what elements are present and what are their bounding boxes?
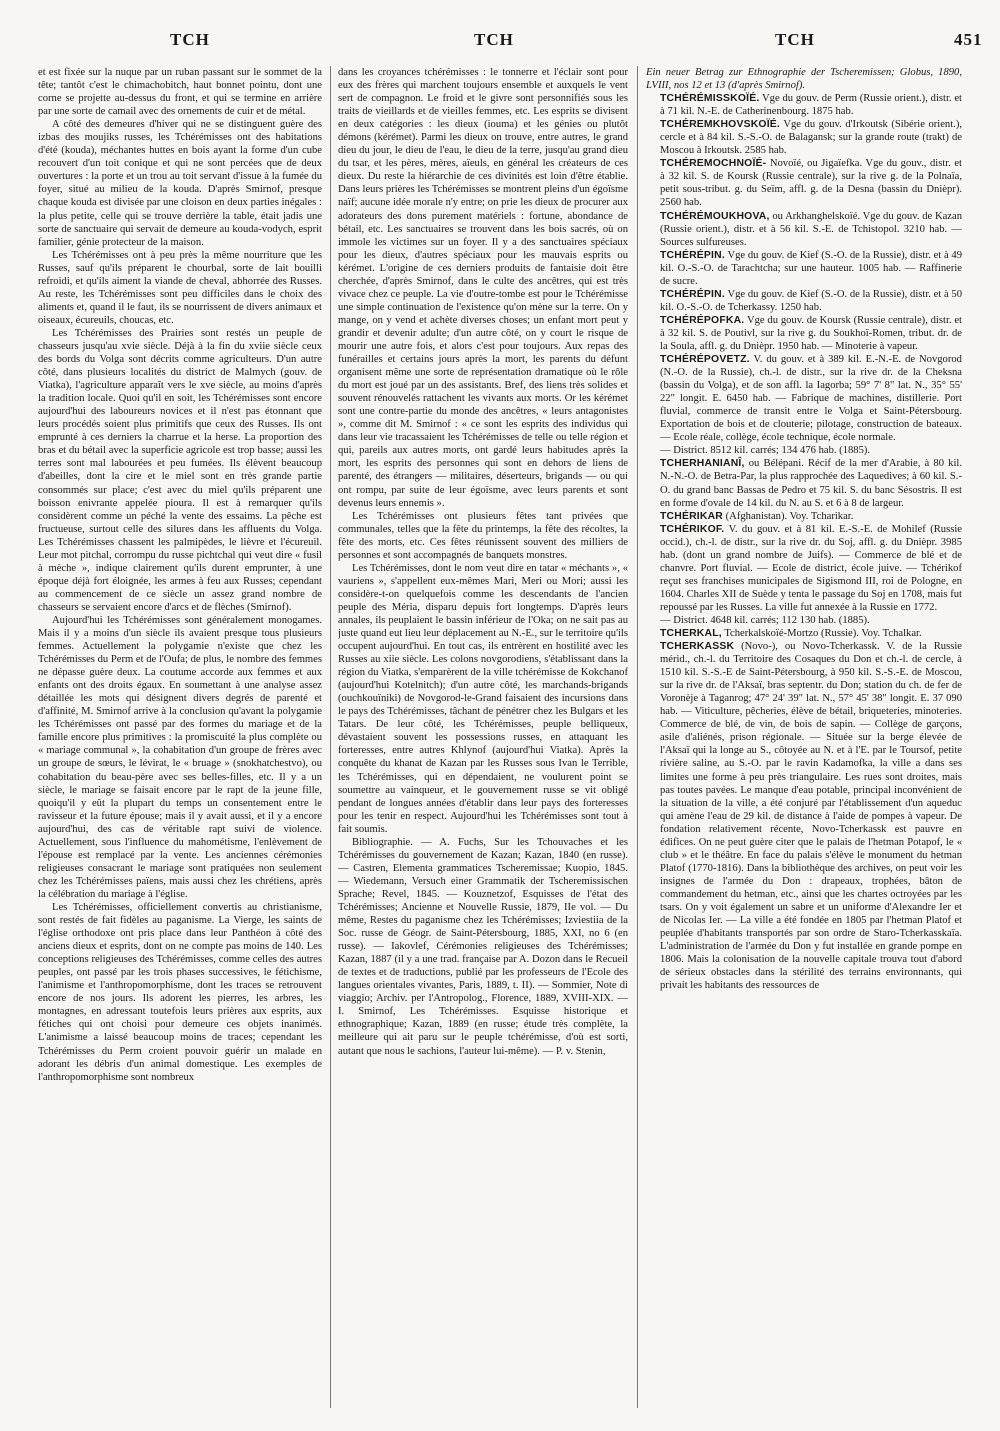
running-head-right: TCH [775,30,815,49]
entry-subsection [646,444,962,457]
dictionary-entry [646,523,962,614]
column-left [38,66,322,1408]
entry-text: (Novo-), ou Novo-Tcherkassk. V. de la Russie mérid., ch.-l. du Territoire des Cosaques du Don et ch.-l. de cercle, à 1510 kil. S.-S.-E de Saint-Pétersbourg, à 950 kil. S.-S.-E. de Moscou, sur la rive dr. de l'Aksaï, bras septentr. du Don; station du ch. de fer de Voronèje à Taganrog; 47° 24' 39" lat. N., 57° 45' 38" longit. E. 37 090 hab. — Viticulture, pêcheries, élève de bétail, briqueteries, minoteries. Commerce de blé, de vin, de bois de sapin. — Collège de garçons, asile d'aliénés, prison régionale. — Située sur la berge élevée de l'Aksaï qui la longe au S., côtoyée au N. et à l'E. par le Toursof, petite rivière saline, au S.-O. par le ravin Kadamofka, la ville a dans ses limites une forme à peu près triangulaire. Les rues sont droites, mais pas toutes pavées. Le manque d'eau potable, principal inconvénient de la situation de la ville, a été conjuré par l'établissement d'un aqueduc qui amène l'eau de 29 kil. de distance à l'aide de pompes à vapeur. De fondation relativement récente, Novo-Tcherkassk est pauvre en édifices. On ne peut guère citer que le palais de l'hetman Potapof, le « club » et le théâtre. En face du palais s'élève le monument du hetman Platof (1770-1816). Dans la bibliothèque des archives, on peut voir les insignes de l'armée du Don : drapeaux, trophées, bâton de commandement du hetman, etc., ainsi que les chartes octroyées par les tsars. On y voit également un sabre et un uniforme d'Alexandre Ier et de Nicolas Ier. — La ville a été fondée en 1805 par l'hetman Platof et peuplée d'habitants transportés par son ordre de Staro-Tcherkasskaïa. L'administration de l'armée du Don y fut installée en grande pompe en 1806. Mais la colonisation de la nouvelle capitale trouva tout d'abord de sérieux obstacles dans la stérilité des terrains environnants, qui privait les habitants des ressources de [660,641,962,992]
column-divider [637,66,638,1408]
paragraph: Les Tchérémisses, dont le nom veut dire en tatar « méchants », « vauriens », s'appellent eux-mêmes Mari, Meri ou Mori; aussi les considère-t-on quelquefois comme les descendants de l'ancien peuple des Méria, disparu depuis fort longtemps. D'après leurs annales, ils peuplaient le bassin inférieur de l'Oka; on ne sait pas au juste quand eut lieu leur déplacement au N.-E., sur le territoire qu'ils occupent aujourd'hui. En tout cas, ils entrèrent en hostilité avec les Russes au xiie siècle. Les colons novgorodiens, s'établissant dans la région du Viatka, s'emparèrent de la ville tchérémisse de Kokchanof (aujourd'hui Kotelnitch); d'un autre côté, les marchands-brigands (ouchkouïniki) de Novgorod-le-Grand faisaient des incursions dans le pays des Tchérémisses, tâchant de pénétrer chez les Bulgars et les Tatars. De leur côté, les Tchérémisses, peuple belliqueux, dévastaient souvent les possessions russes, en attaquant les forteresses, entre autres Khlynof (aujourd'hui Viatka). Après la conquête du khanat de Kazan par les Russes sous Ivan le Terrible, les Tchérémisses, qui en dépendaient, ne voulurent point se soumettre au vainqueur, et le gouvernement russe se vit obligé pendant de longues années d'établir dans leur pays des forteresses pour les tenir en respect. Aujourd'hui les Tchérémisses sont tout à fait soumis. [338,562,628,835]
paragraph: Aujourd'hui les Tchérémisses sont généralement monogames. Mais il y a moins d'un siècle ils avaient presque tous plusieurs femmes. Actuellement la polygamie n'existe que chez les Tchérémisses du Perm et de l'Oufa; de plus, le nombre des femmes ne dépasse guère deux. La coutume accorde aux femmes et aux enfants ont des droits égaux. En soumettant à une analyse assez détaillée les mots qui désignent divers degrés de parenté et d'affinité, M. Smirnof arrive à la conclusion qu'avant la polygamie les Tchérémisses ont passé par des formes du mariage et de la famille encore plus primitives : la promiscuité la plus complète ou « mariage communal », la cohabitation d'un groupe de frères avec un groupe de sœurs, le lévirat, le « bruage » (snokhatchestvo), ou cohabitation du beau-père avec ses belles-filles, etc. Il y a un siècle, le mariage se faisait encore par le rapt de la jeune fille, quoiqu'il y eût la plupart du temps un consentement entre le ravisseur et la future épouse; mais il y avait aussi, et il y a encore aujourd'hui, des cas de véritable rapt suivi de violence. Actuellement, sous l'influence du mahométisme, l'enlèvement de l'épouse est remplacé par la vente. Les anciennes cérémonies religieuses consacrant le mariage sont pratiquées non seulement chez les Tchérémisses païens, mais aussi chez les chrétiens, après la célébration du mariage à l'église. [38,614,322,900]
entry-text: (Afghanistan). Voy. Tcharikar. [725,510,854,522]
dictionary-entry [646,288,962,314]
column-right [646,66,962,1408]
entry-headword: TCHÉRIKAR [660,510,723,522]
dictionary-entry [646,510,962,523]
paragraph: Les Tchérémisses, officiellement convertis au christianisme, sont restés de fait fidèles au paganisme. La Vierge, les saints de l'église orthodoxe ont pris place dans leur Panthéon à côté des anciens dieux et esprits, dont on ne compte pas moins de 140. Les conceptions religieuses des Tchérémisses, comme celles des autres peuples, ont passé par les trois phases successives, le fétichisme, l'animisme et l'anthropomorphisme, dont les traces se retrouvent encore de nos jours. Ils adorent les pierres, les arbres, les montagnes, en adressant toutefois leurs prières aux esprits, aux fétiches qui ont choisi pour demeure ces objets inanimés. L'animisme a laissé beaucoup moins de traces; cependant les Tchérémisses du Perm croient pouvoir guérir un malade en adorant les débris d'un animal domestique. Les exemples de l'anthropomorphisme sont nombreux [38,902,322,1083]
dictionary-entry [646,210,962,249]
paragraph: et est fixée sur la nuque par un ruban passant sur le sommet de la tête; tantôt c'est le chimachobitch, haut bonnet pointu, dont une corne se projette au-dessus du front, et qui se termine en arrière par une sorte de camail avec des ornements de cuir et de métal. [38,67,322,118]
paragraph: Les Tchérémisses ont à peu près la même nourriture que les Russes, sauf qu'ils préparent le chourbal, sorte de lait bouilli refroidi, et qu'ils aiment la viande de cheval, abhorrée des Russes. Au reste, les Tchérémisses sont peu difficiles dans le choix des aliments et, quand il le faut, ils se nourrissent de divers animaux et oiseaux, écureuils, choucas, etc. [38,249,322,326]
entry-text: — District. 8512 kil. carrés; 134 476 hab. (1885). [660,445,871,457]
column-divider [330,66,331,1408]
bibliography-continuation: Ein neuer Betrag zur Ethnographie der Tscheremissen; Globus, 1890, LVIII, nos 12 et 13 (d'après Smirnof). [646,67,962,92]
entry-subsection [646,614,962,627]
entry-headword: TCHÉRIKOF. [660,523,725,535]
entry-text: Vge du gouv. de Kief (S.-O. de la Russie), distr. et à 49 kil. O.-S.-O. de Tarachtcha; sur une hauteur. 1005 hab. — Raffinerie de sucre. [660,249,962,287]
entry-text: Novoïé, ou Jigaïefka. Vge du gouv., distr. et à 32 kil. S. de Koursk (Russie centrale), sur la rive g. de la Polnaïa, petit sous-tribut. g. du Seïm, affl. g. de la Desna (bassin du Dnièpr). 2560 hab. [660,158,962,209]
paragraph: Les Tchérémisses ont plusieurs fêtes tant privées que communales, telles que la fête du printemps, la fête des récoltes, la fête des morts, etc. Ces fêtes réunissent souvent des milliers de personnes et sont accompagnés de banquets monstres. [338,510,628,561]
entry-headword: TCHERKAL, [660,628,722,640]
paragraph: Bibliographie. — A. Fuchs, Sur les Tchouvaches et les Tchérémisses du gouvernement de Kazan; Kazan, 1840 (en russe). — Castren, Elementa grammatices Tscheremissae; Kuopio, 1845. — Wiedemann, Versuch einer Grammatik der Tscheremissischen Sprache; Revel, 1845. — Kouznetzof, Esquisses de l'état des Tchérémisses; Ancienne et Nouvelle Russie, 1879, IIe vol. — Du même, Restes du paganisme chez les Tchérémisses; Izviestiia de la Soc. russe de Géogr. de Saint-Pétersbourg, 1885, XXI, no 6 (en russe). — Iakovlef, Cérémonies religieuses des Tchérémisses; Kazan, 1887 (il y a une trad. française par A. Dozon dans le Recueil de textes et de traductions, publié par les professeurs de l'Ecole des langues orientales vivantes, Paris, 1889, t. II). — Sommier, Note di viaggio; Archiv. per l'Antropolog., Florence, 1889, XVIII-XIX. — I. Smirnof, Les Tchérémisses. Esquisse historique et ethnographique; Kazan, 1889 (en russe; étude très complète, la meilleure qui ait paru sur le peuple tchérémisse, d'où est sorti, autant que nous le sachions, l'auteur lui-même). — P. v. Stenin, [338,836,628,1057]
column-middle [338,66,628,1408]
entry-headword: TCHÉRÉMISSKOÏÉ. [660,93,760,105]
entry-text: V. du gouv. et à 81 kil. E.-S.-E. de Mohilef (Russie occid.), ch.-l. de distr., sur la rive dr. du Soj, affl. g. du Dnièpr. 3985 hab. (dont un grand nombre de Juifs). — Commerce de blé et de chanvre. Port fluvial. — Ecole de district, école juive. — Tchérikof reçut ses franchises municipales de Sigismond III, roi de Pologne, en 1604. Charles XII de Suède y tenta le passage du Soj en 1708, mais fut repoussé par les Russes. La ville fut annexée à la Russie en 1772. [660,523,962,613]
entry-headword: TCHÉRÉPOFKA. [660,314,745,326]
entry-headword: TCHÉREMKHOVSKOÏÉ. [660,119,781,131]
dictionary-entry [646,118,962,157]
entry-headword: TCHÉREMOCHNOÏÉ- [660,158,767,170]
entry-headword: TCHÉRÉPIN. [660,288,725,300]
dictionary-entry [646,353,962,444]
entry-text: ou Arkhanghelskoïé. Vge du gouv. de Kazan (Russie orient.), distr. et à 56 kil. S.-E. de Tchistopol. 3210 hab. — Sources sulfureuses. [660,210,962,248]
page-number: 451 [954,30,983,49]
paragraph: dans les croyances tchérémisses : le tonnerre et l'éclair sont pour eux des frères qui marchent toujours ensemble et auxquels le vent sert de compagnon. Le froid et le givre sont personnifiés sous les traits de vieillards et de vieilles femmes, etc. Les esprits se divisent en deux catégories : les dieux (iouma) et les génies ou plutôt démons (kérémet). Parmi les dieux on trouve, entre autres, le grand dieu du jour, le dieu de l'eau, le dieu de la terre, jusqu'au grand dieu du tsar, et les pères, mères, aïeuls, en général les créateurs de ces dieux. Du reste la hiérarchie de ces divinités est loin d'être établie. Dans leurs prières les Tchérémisses se montrent pleins d'un égoïsme naïf; aucune idée morale n'y entre; on prie les dieux de procurer aux adorateurs des dons purement matériels : fortune, abondance de bétail, etc. Les sanctuaires se trouvent dans les bois sacrés, où on immole les victimes sur un foyer. Il y a des sanctuaires spéciaux pour les dieux, d'autres spéciaux pour les mauvais esprits ou kérémet. L'origine de ces derniers produits de fantaisie doit être cherchée, d'après Smirnof, dans le culte des ancêtres, qui est très vivace chez ce peuple. La vie d'outre-tombe est pour le Tchérémisse une simple continuation de l'existence qu'on mène sur la terre. On y mange, on y vend et achète diverses choses; un enfant mort peut y grandir et devenir adulte; d'un autre côté, on y court le risque de mourir une autre fois, et alors c'est pour toujours. Aux repas des funérailles et certains jours après la mort, les parents du défunt organisent même une sorte de représentation dramatique où le rôle du mort est joué par un des assistants. Bref, des liens très solides et souvent rénouvelés rattachent les vivants aux morts. Or les kérémet sont une contre-partie du monde des ancêtres, « leurs antagonistes », comme dit M. Smirnof : « ce sont les esprits des individus qui dans leur vie tracassaient les Tchérémisses de telle ou telle région et qui, pareils aux autres morts, ont gardé leurs habitudes après la mort, les esprits des personnes qui sont en dehors de liens de parenté, des étrangers — militaires, déserteurs, brigands — ou qui ont rompu, par suite de leur égoïsme, avec leurs parents et sont devenus leurs ennemis ». [338,67,628,509]
dictionary-entry [646,640,962,992]
entry-text: Vge du gouv. de Koursk (Russie centrale), distr. et à 32 kil. S. de Poutivl, sur la rive g. du Soukhoï-Romen, tribut. dr. de la Soula, affl. g. du Dnièpr. 1950 hab. — Minoterie à vapeur. [660,314,962,352]
paragraph: A côté des demeures d'hiver qui ne se distinguent guère des izbas des moujiks russes, les Tchérémisses ont des habitations d'été (kouda), méchantes huttes en bois ayant la forme d'un cube recouvert d'un toit conique et qui ne sont percées que de deux ouvertures : la porte et un trou au toit servant d'issue à la fumée du foyer, situé au milieu de la kouda. D'après Smirnof, presque chaque kouda est divisée par une cloison en deux parties inégales : la plus petite, celle qui se trouve derrière la table, était jadis une sorte de sanctuaire qui servait de demeure au kouda-vodych, esprit familier, génie protecteur de la maison. [38,119,322,248]
entry-text: Vge du gouv. de Perm (Russie orient.), distr. et à 71 kil. N.-E. de Catherinenbourg. 1875 hab. [660,93,962,118]
entry-headword: TCHÉRÉPIN. [660,249,725,261]
entry-headword: TCHERHANIANÎ, [660,458,745,470]
entry-text: Tcherkalskoïé-Mortzo (Russie). Voy. Tchalkar. [724,628,922,640]
entry-text: V. du gouv. et à 389 kil. E.-N.-E. de Novgorod (N.-O. de la Russie), ch.-l. de distr., sur la rive dr. de la Cheksna (bassin du Volga), et de son affl. la Iagorba; 59° 7' 8" lat. N., 35° 55' 22" longit. E. 6450 hab. — Fabrique de machines, distillerie. Port fluvial, commerce de transit entre le Volga et Saint-Pétersbourg. Exportation de bois et de clouterie; pilotage, construction de bateaux. — Ecole réale, collège, école technique, école normale. [660,354,962,444]
entry-text: Vge du gouv. d'Irkoutsk (Sibérie orient.), cercle et à 84 kil. S.-S.-O. de Balagansk; sur la grande route (trakt) de Moscou à Irkoutsk. 2585 hab. [660,119,962,157]
paragraph: Les Tchérémisses des Prairies sont restés un peuple de chasseurs jusqu'au xvie siècle. Déjà à la fin du xviie siècle ceux des bords du Volga sont décrits comme agriculteurs. D'un autre côté, dans plusieurs localités du district de Malmych (gouv. de Viatka), l'agriculture apparaît vers le xve siècle, au moins d'après la tradition locale. Quoi qu'il en soit, les Tchérémisses sont encore aujourd'hui des laboureurs novices et il n'est pas étonnant que leurs procédés soient plus primitifs que ceux des Russes. Ils ont emprunté à ces derniers la charrue et la herse. La proportion des bras et du bétail avec la superficie agricole est trop basse; aussi les terres sont mal labourées et peu fumées. Ils élèvent beaucoup d'abeilles, dont la cire et le miel sont en très grande partie consommés sur place; c'est avec du miel qu'ils préparent une boisson enivrante appelée pioura. Il est à remarquer qu'ils considèrent comme un péché la vente des essaims. La pêche est fructueuse, surtout celle des silures dans les affluents du Volga. Les Tchérémisses chassent les palmipèdes, le lièvre et l'écureuil. Leur mot pitchal, corrompu du russe pichtchal qui veut dire « fusil à mèche », indique clairement qu'ils durent emprunter, à une époque déjà fort éloignée, les armes à feu aux Russes; cependant au commencement de ce siècle un assez grand nombre de chasseurs se servaient encore d'arcs et de flèches (Smirnof). [38,327,322,613]
entry-text: Vge du gouv. de Kief (S.-O. de la Russie), distr. et à 50 kil. O.-S.-O. de Tcherkassy. 1250 hab. [660,288,962,313]
dictionary-entry [646,457,962,509]
entry-text: — District. 4648 kil. carrés; 112 130 hab. (1885). [660,614,870,626]
entry-text: ou Bélépani. Récif de la mer d'Arabie, à 80 kil. N.-N.-O. de Betra-Par, la plus rapprochée des Laquedives; à 60 kil. S.-O. du grand banc Bassas de Pedro et 75 kil. S. du banc Sésostris. Il est en forme d'ovale de 14 kil. du N. au S. et 6 à 8 de largeur. [660,458,962,509]
dictionary-entry [646,157,962,209]
dictionary-entry [646,92,962,118]
dictionary-entry [646,314,962,353]
running-head-center: TCH [474,30,514,49]
entry-headword: TCHÉRÉMOUKHOVA, [660,210,770,222]
dictionary-entry [646,249,962,288]
entry-headword: TCHÉRÉPOVETZ. [660,354,750,366]
dictionary-entry [646,627,962,640]
running-head-left: TCH [170,30,210,49]
entry-headword: TCHERKASSK [660,641,735,653]
